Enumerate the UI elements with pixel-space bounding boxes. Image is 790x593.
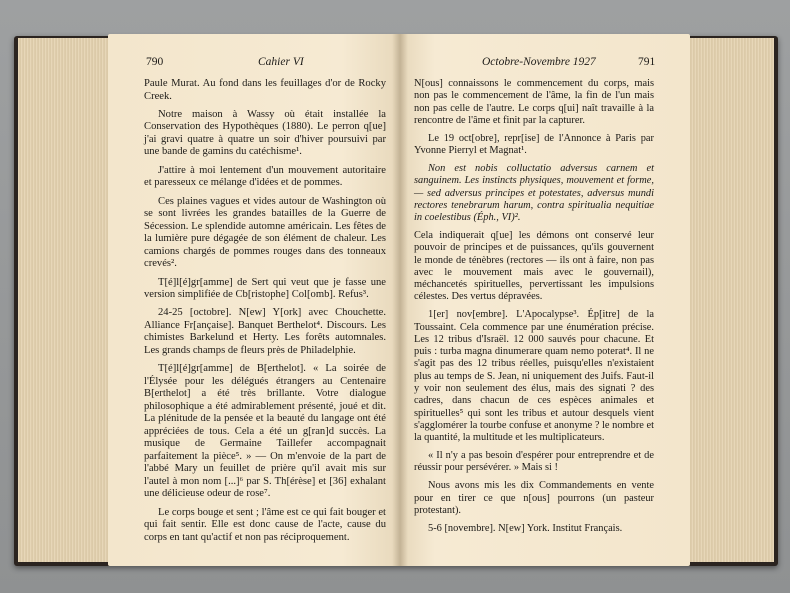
paragraph: J'attire à moi lentement d'un mouvement autoritaire et paresseux ce mélange d'idées et de pommes. — [144, 164, 386, 189]
left-page — [108, 34, 400, 566]
right-page-number: 791 — [638, 56, 656, 68]
paragraph: T[é]l[é]gr[amme] de B[erthelot]. « La soirée de l'Élysée pour les délégués étrangers au Centenaire B[erthelot] a été très brillante. Votre dialogue philosophique a été admirablement présenté, joué et dit. La plénitude de la pensée et la beauté du langage ont été appréciées de tous. Cela a été un g[ran]d succès. La musique de Germaine Taillefer accompagnait parfaitement la pièce⁵. » — On m'envoie de la part de l'abbé Mary un feuillet de prière qu'il avait mis sur l'autel à mon nom [...]⁶ par S. Th[érèse] et [36] exhalant une délicieuse odeur de rose⁷. — [144, 363, 386, 500]
right-page — [400, 34, 690, 566]
paragraph: N[ous] connaissons le commencement du corps, mais non pas le commencement de l'âme, la fin de l'un mais non pas celle de l'autre. Le corps q[ui] naît travaille à la rencontre de l'âme et finit par la capturer. — [414, 78, 654, 126]
right-running-title: Octobre-Novembre 1927 — [482, 56, 596, 68]
latin-quotation: Non est nobis colluctatio adversus carnem et sanguinem. Les instincts physiques, mouvement et forme, — sed adversus principes et potestates, adversus mundi rectores tenebrarum harum, contra spiritualia nequitiae in coelestibus (Éph., VI)². — [414, 163, 654, 224]
left-page-number: 790 — [146, 56, 164, 68]
paragraph: Notre maison à Wassy où était installée la Conservation des Hypothèques (1880). Le perron q[ue] j'ai gravi quatre à quatre un soir d'hiver poursuivi par une bande de gamins du catéchisme¹. — [144, 108, 386, 158]
paragraph: Ces plaines vagues et vides autour de Washington où se sont livrées les grandes batailles de la Guerre de Sécession. Le splendide automne américain. Les fêtes de la lumière pure dégagée de son élément de chaleur. Les camions chargés de pommes rouges dans des tonneaux crevés². — [144, 195, 386, 270]
paragraph: Le corps bouge et sent ; l'âme est ce qui fait bouger et qui fait sentir. Elle est donc cause de l'acte, cause du corps en tant qu'actif et non pas réciproquement. — [144, 506, 386, 543]
paragraph: Paule Murat. Au fond dans les feuillages d'or de Rocky Creek. — [144, 78, 386, 102]
paragraph: Cela indiquerait q[ue] les démons ont conservé leur pouvoir de principes et de puissances, qu'ils gouvernent le monde de ténèbres (rectores — ils ont à faire, non pas avec le mouvement mais avec le gouvernail), méchancetés spirituelles, pervertissant les impulsions célestes. Des vertus dépravées. — [414, 230, 654, 303]
paragraph: 1[er] nov[embre]. L'Apocalypse³. Ép[itre] de la Toussaint. Cela commence par une énumération précise. Les 12 tribus d'Israël. 12 000 sauvés pour chacune. Et puis : turba magna dinumerare quam nemo poterat⁴. Il ne s'agit pas des 12 tribus réelles, puisqu'elles n'existaient plus au temps de S. Jean, ni uniquement des Juifs. Faut-il y voir non seulement des élus, mais des signati ? des cadres, dans chacun de ces espèces animales et spirituelles⁵ qui sont les tribus et autour desquels vient s'agglomérer la tourbe confuse et anonyme ? le nombre et la quantité, la multitude et les multiplicateurs. — [414, 309, 654, 444]
paragraph: Le 19 oct[obre], repr[ise] de l'Annonce à Paris par Yvonne Pierryl et Magnat¹. — [414, 132, 654, 157]
paragraph: T[é]l[é]gr[amme] de Sert qui veut que je fasse une version simplifiée de Cb[ristophe] Col[omb]. Refus³. — [144, 276, 386, 301]
right-page-stack — [684, 38, 774, 562]
right-page-body — [414, 78, 654, 541]
left-page-body — [144, 78, 386, 550]
paragraph: 5-6 [novembre]. N[ew] York. Institut Français. — [428, 522, 623, 534]
paragraph: Nous avons mis les dix Commandements en vente pour en tirer ce que n[ous] pourrons (un pasteur protestant). — [414, 480, 654, 516]
left-page-stack — [18, 38, 114, 562]
paragraph: 24-25 [octobre]. N[ew] Y[ork] avec Chouchette. Alliance Fr[ançaise]. Banquet Berthelot⁴. Discours. Les chimistes Barkelund et Herty. Les forêts automnales. Les grands champs de fleurs près de Philadelphie. — [144, 307, 386, 356]
book-gutter — [392, 34, 408, 566]
paragraph: « Il n'y a pas besoin d'espérer pour entreprendre et de réussir pour persévérer. » Mais si ! — [414, 450, 654, 474]
left-running-title: Cahier VI — [258, 56, 304, 68]
